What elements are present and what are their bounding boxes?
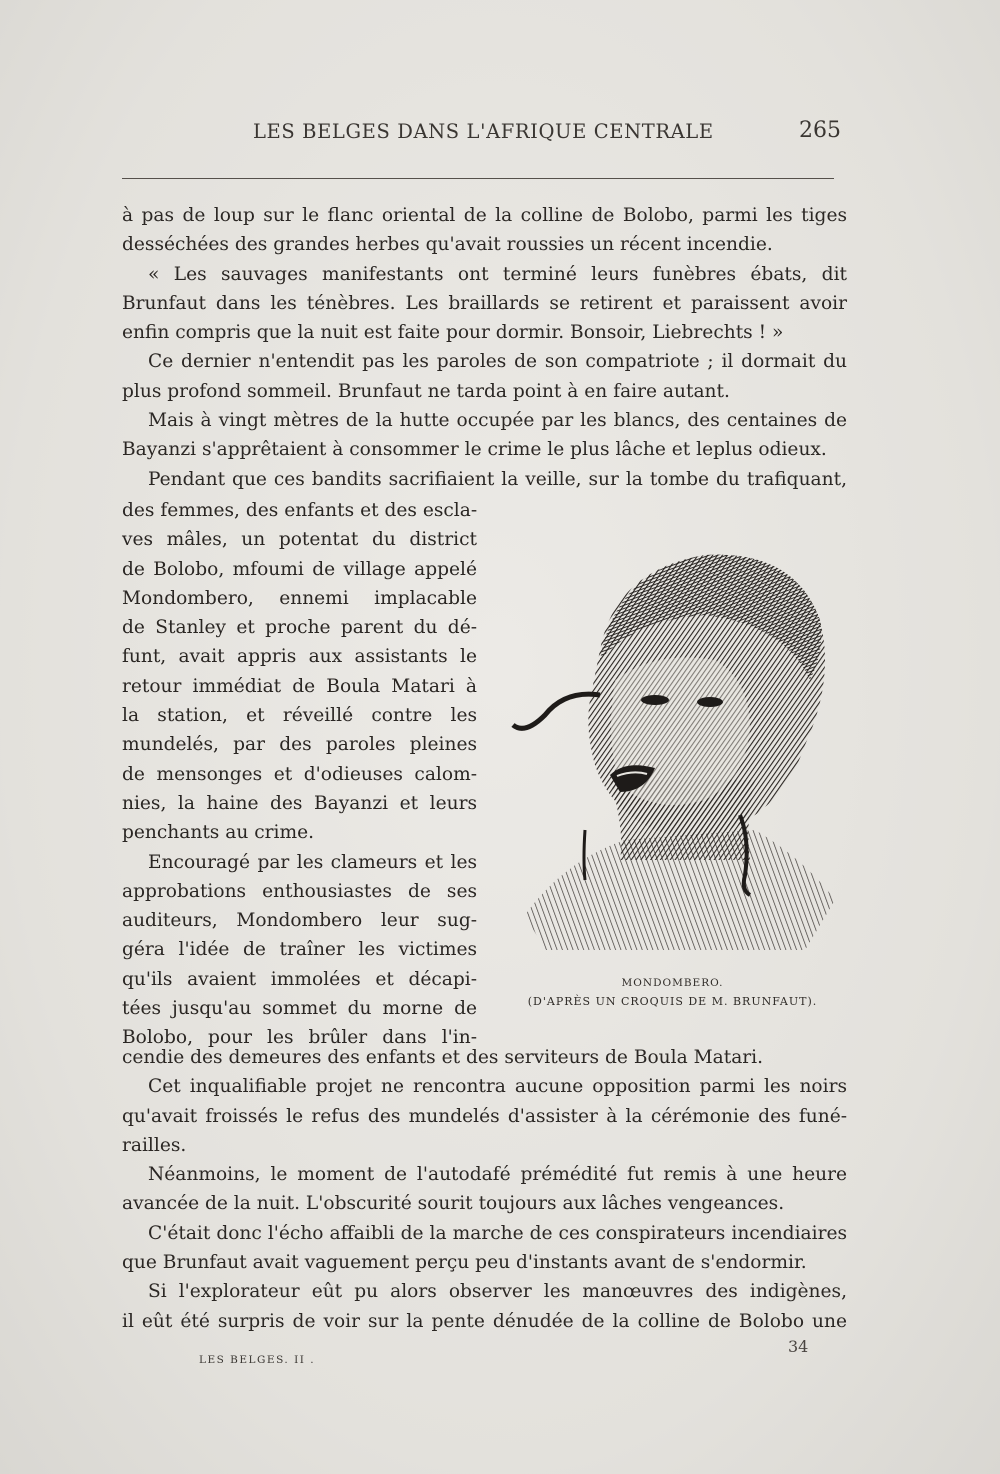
text-line: la station, et réveillé contre les [122, 705, 477, 727]
text-line: approbations enthousiastes de ses [122, 880, 477, 902]
text-line: Pendant que ces bandits sacrifiaient la veille, sur la tombe du trafiquant, [148, 468, 847, 490]
text-line: auditeurs, Mondombero leur sug- [122, 910, 477, 932]
text-line: des femmes, des enfants et des escla- [122, 500, 478, 521]
text-line: Encouragé par les clameurs et les [148, 851, 477, 873]
text-line: cendie des demeures des enfants et des serviteurs de Boula Matari. [122, 1047, 764, 1068]
text-line: avancée de la nuit. L'obscurité sourit toujours aux lâches vengeances. [122, 1193, 785, 1215]
text-line: il eût été surpris de voir sur la pente dénudée de la colline de Bolobo une [122, 1310, 847, 1332]
text-line: desséchées des grandes herbes qu'avait roussies un récent incendie. [122, 234, 773, 256]
body-text-top [122, 201, 847, 494]
text-line: plus profond sommeil. Brunfaut ne tarda point à en faire autant. [122, 380, 730, 402]
figure-caption-credit: (D'APRÈS UN CROQUIS DE M. BRUNFAUT). [527, 995, 818, 1008]
text-line: qu'ils avaient immolées et décapi- [122, 968, 477, 990]
signature-mark: LES BELGES. II . [199, 1354, 316, 1366]
text-line: nies, la haine des Bayanzi et leurs [122, 792, 477, 814]
text-line: tées jusqu'au sommet du morne de [122, 998, 477, 1020]
text-line: Mais à vingt mètres de la hutte occupée par les blancs, des centaines de [148, 410, 847, 432]
body-text-wrapped [122, 496, 477, 1053]
text-line: mundelés, par des paroles pleines [122, 734, 477, 756]
text-line: penchants au crime. [122, 822, 315, 844]
figure-caption-title: MONDOMBERO. [621, 977, 724, 989]
page-number: 265 [799, 118, 841, 143]
body-text-bottom [122, 1043, 847, 1336]
text-line: Bayanzi s'apprêtaient à consommer le crime le plus lâche et leplus odieux. [122, 439, 827, 461]
text-line: Ce dernier n'entendit pas les paroles de son compatriote ; il dormait du [148, 351, 847, 373]
text-line: railles. [122, 1134, 187, 1156]
header-rule [122, 178, 834, 179]
text-line: de mensonges et d'odieuses calom- [122, 763, 477, 785]
text-line: C'était donc l'écho affaibli de la marche de ces conspirateurs incendiaires [148, 1222, 847, 1244]
text-line: Si l'explorateur eût pu alors observer les manœuvres des indigènes, [148, 1281, 847, 1303]
portrait-engraving [505, 530, 845, 970]
text-line: enfin compris que la nuit est faite pour dormir. Bonsoir, Liebrechts ! » [122, 322, 784, 344]
text-line: qu'avait froissés le refus des mundelés d'assister à la cérémonie des funé- [122, 1105, 847, 1127]
text-line: géra l'idée de traîner les victimes [122, 939, 477, 961]
text-line: Néanmoins, le moment de l'autodafé prémédité fut remis à une heure [148, 1164, 847, 1186]
text-line: funt, avait appris aux assistants le [122, 646, 477, 668]
text-line: ves mâles, un potentat du district [122, 529, 477, 551]
text-line: de Bolobo, mfoumi de village appelé [122, 558, 477, 580]
text-line: de Stanley et proche parent du dé- [122, 617, 477, 639]
text-line: que Brunfaut avait vaguement perçu peu d'instants avant de s'endormir. [122, 1252, 807, 1274]
running-head: LES BELGES DANS L'AFRIQUE CENTRALE [253, 120, 714, 143]
signature-number: 34 [788, 1337, 809, 1356]
text-line: « Les sauvages manifestants ont terminé leurs funèbres ébats, dit [148, 263, 847, 285]
text-line: Cet inqualifiable projet ne rencontra aucune opposition parmi les noirs [148, 1076, 847, 1098]
text-line: à pas de loup sur le flanc oriental de la colline de Bolobo, parmi les tiges [122, 205, 847, 226]
text-line: Bolobo, pour les brûler dans l'in- [122, 1027, 477, 1049]
text-line: retour immédiat de Boula Matari à [122, 675, 477, 697]
text-line: Mondombero, ennemi implacable [122, 587, 477, 609]
text-line: Brunfaut dans les ténèbres. Les braillards se retirent et paraissent avoir [122, 292, 847, 314]
